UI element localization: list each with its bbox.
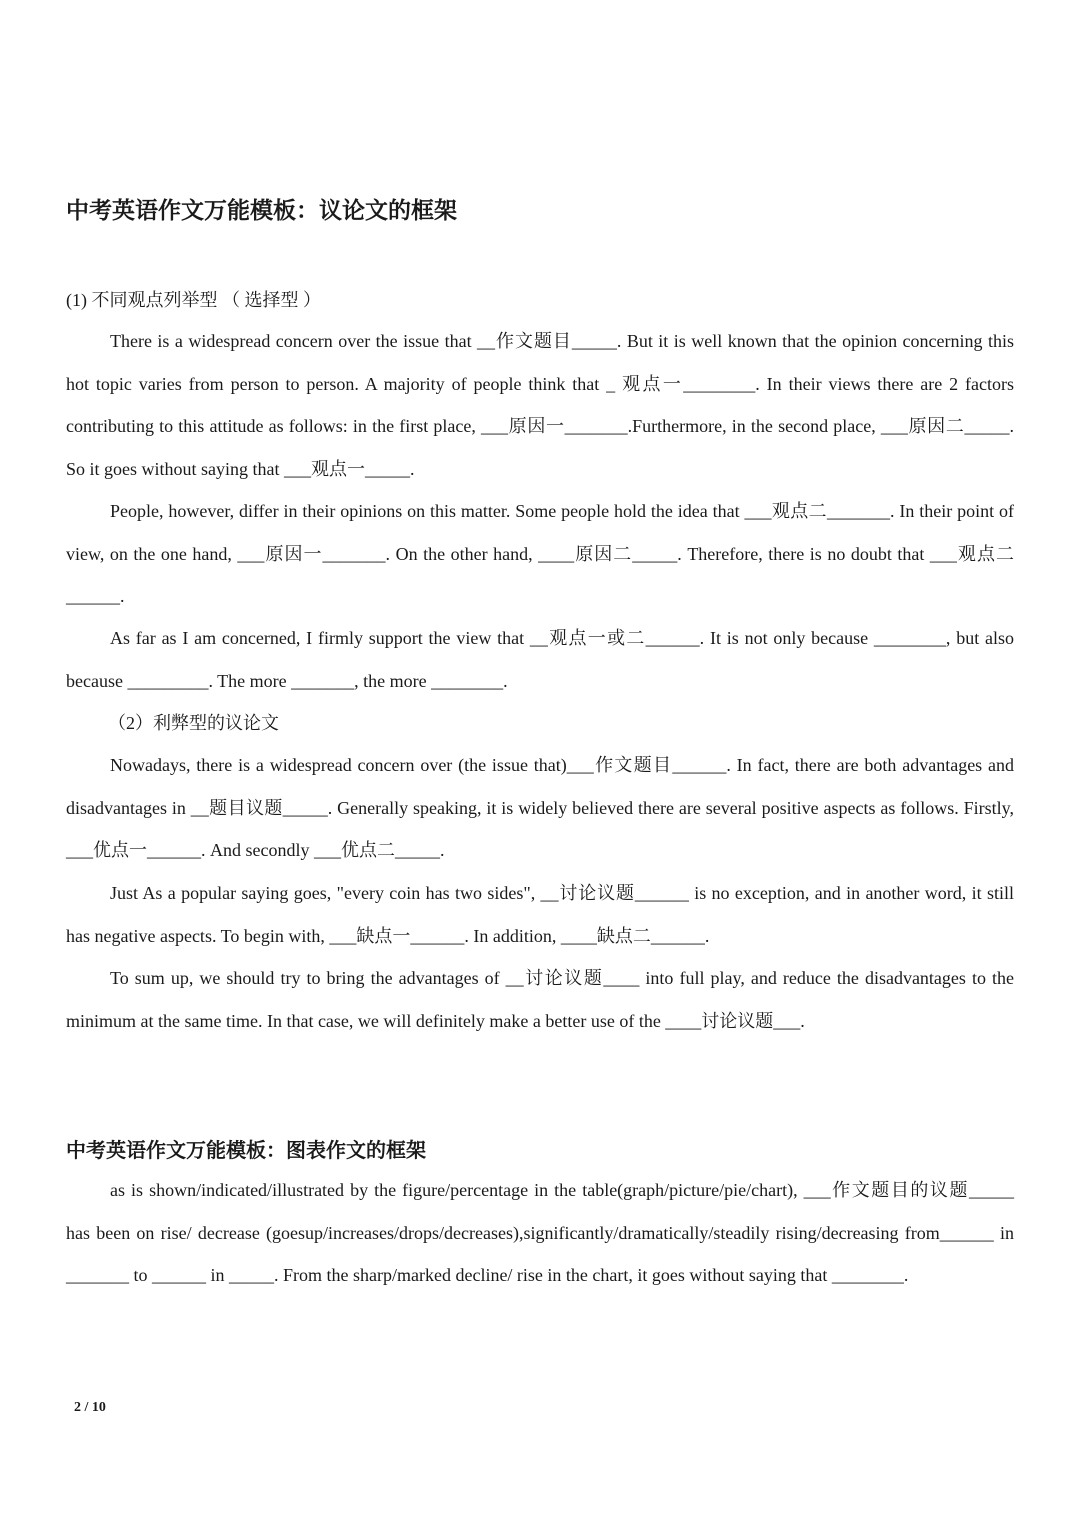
chart-essay-heading: 中考英语作文万能模板：图表作文的框架 xyxy=(66,1140,426,1162)
paragraph-pros-cons-2: Just As a popular saying goes, "every coin has two sides", __讨论议题______ is no exception, and in another word, it still has negative aspects. To begin with, ___缺点一______. In addition, ____缺点二______. xyxy=(66,883,1014,946)
paragraph-chart-essay: as is shown/indicated/illustrated by the figure/percentage in the table(graph/picture/pie/chart), ___作文题目的议题_____ has been on rise/ decrease (goesup/increases/drops/decreases),significantly/dramatically/steadily rising/decreasing from______ in _______ to ______ in _____. From the sharp/marked decline/ rise in the chart, it goes without saying that ________. xyxy=(66,1180,1014,1285)
subtitle-opinion-type: (1) 不同观点列举型 （ 选择型 ） xyxy=(66,290,321,310)
subtitle-pros-cons-type: （2）利弊型的议论文 xyxy=(108,713,279,733)
paragraph-opinion-2: People, however, differ in their opinions on this matter. Some people hold the idea that ___观点二_______. In their point of view, on the one hand, ___原因一_______. On the other hand, ____原因二_____. Therefore, there is no doubt that ___观点二______. xyxy=(66,501,1014,606)
paragraph-pros-cons-3: To sum up, we should try to bring the advantages of __讨论议题____ into full play, and reduce the disadvantages to the minimum at the same time. In that case, we will definitely make a better use of the ____讨论议题___. xyxy=(66,968,1014,1031)
paragraph-opinion-1: There is a widespread concern over the issue that __作文题目_____. But it is well known that the opinion concerning this hot topic varies from person to person. A majority of people think that _ 观点一________. In their views there are 2 factors contributing to this attitude as follows: in the first place, ___原因一_______.Furthermore, in the second place, ___原因二_____. So it goes without saying that ___观点一_____. xyxy=(66,331,1014,479)
argumentative-essay-heading: 中考英语作文万能模板：议论文的框架 xyxy=(66,198,457,223)
page-number: 2 / 10 xyxy=(74,1400,106,1415)
paragraph-opinion-3: As far as I am concerned, I firmly support the view that __观点一或二______. It is not only because ________, but also because _________. The more _______, the more ________. xyxy=(66,628,1014,691)
paragraph-pros-cons-1: Nowadays, there is a widespread concern over (the issue that)___作文题目______. In fact, there are both advantages and disadvantages in __题目议题_____. Generally speaking, it is widely believed there are several positive aspects as follows. Firstly, ___优点一______. And secondly ___优点二_____. xyxy=(66,755,1014,860)
